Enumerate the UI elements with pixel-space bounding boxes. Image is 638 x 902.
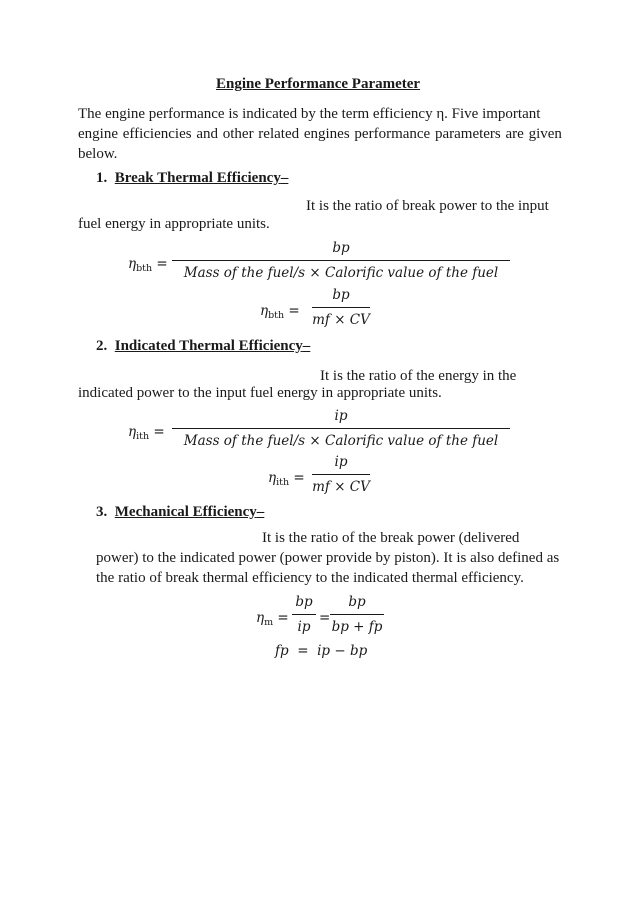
section-3-desc-line-1: It is the ratio of the break power (delivered [262, 530, 520, 546]
eta-symbol: η [268, 470, 277, 486]
section-1-label: Break Thermal Efficiency [114, 170, 281, 186]
section-3-desc-line-2: power) to the indicated power (power provide by piston). It is also defined as [96, 550, 560, 566]
intro-line-2: engine efficiencies and other related engines performance parameters are given [78, 126, 562, 142]
eta-symbol: η [256, 610, 265, 626]
section-2-eq2-fraction [312, 454, 370, 495]
section-2-eq1-lhs [128, 424, 165, 442]
denominator: bp + fp [331, 619, 383, 635]
numerator: bp [332, 240, 350, 256]
intro-line-1: The engine performance is indicated by the term efficiency η. Five important [78, 106, 541, 122]
equals-sign: = [293, 470, 305, 486]
section-3-number: 3. [96, 504, 108, 520]
section-1-eq1-fraction [172, 240, 510, 281]
equals-sign: = [277, 610, 289, 626]
section-1-desc-line-2: fuel energy in appropriate units. [78, 216, 270, 232]
section-3-eq1-lhs [256, 610, 289, 628]
equals-sign: = [156, 256, 168, 272]
section-2-label: Indicated Thermal Efficiency [114, 338, 303, 354]
section-1-eq2-lhs [260, 303, 300, 321]
eta-subscript: bth [268, 310, 285, 321]
denominator: ip [297, 619, 311, 635]
section-2-desc-line-2: indicated power to the input fuel energy in appropriate units. [78, 385, 442, 401]
denominator: mf × CV [312, 312, 370, 328]
denominator: Mass of the fuel/s × Calorific value of the fuel [183, 265, 499, 281]
section-3-heading [96, 504, 264, 521]
fraction-bar [292, 614, 316, 615]
eta-symbol: η [260, 303, 269, 319]
section-3-desc-line-3: the ratio of break thermal efficiency to the indicated thermal efficiency. [96, 570, 524, 586]
equals-sign: = [153, 424, 165, 440]
fraction-bar [312, 474, 370, 475]
section-3-eq1-equals-2: = [319, 610, 331, 626]
numerator: ip [334, 408, 348, 424]
eta-symbol: η [128, 256, 137, 272]
section-3-dash: – [256, 504, 265, 520]
numerator: ip [334, 454, 348, 470]
numerator: bp [348, 594, 366, 610]
section-2-number: 2. [96, 338, 108, 354]
eta-subscript: ith [136, 431, 150, 442]
section-1-heading [96, 170, 288, 187]
section-3-eq1-fraction-2 [330, 594, 384, 635]
section-2-eq1-fraction [172, 408, 510, 449]
section-3-eq2: fp = ip − bp [275, 643, 368, 659]
section-2-desc-line-1: It is the ratio of the energy in the [320, 368, 517, 384]
section-3-label: Mechanical Efficiency [114, 504, 257, 520]
eta-subscript: m [264, 617, 274, 628]
section-1-eq1-lhs [128, 256, 168, 274]
section-1-desc-line-1: It is the ratio of break power to the input [306, 198, 549, 214]
page-title: Engine Performance Parameter [216, 76, 421, 92]
equals-sign: = [288, 303, 300, 319]
eta-symbol: η [128, 424, 137, 440]
section-2-heading [96, 338, 310, 355]
section-1-number: 1. [96, 170, 108, 186]
section-3-eq1-fraction-1 [292, 594, 316, 635]
section-1-eq2-fraction [312, 287, 370, 328]
fraction-bar [172, 428, 510, 429]
eta-subscript: ith [276, 477, 290, 488]
eta-subscript: bth [136, 263, 153, 274]
intro-line-3: below. [78, 146, 118, 162]
denominator: Mass of the fuel/s × Calorific value of the fuel [183, 433, 499, 449]
section-2-dash: – [302, 338, 311, 354]
denominator: mf × CV [312, 479, 370, 495]
fraction-bar [312, 307, 370, 308]
section-1-dash: – [280, 170, 289, 186]
fraction-bar [330, 614, 384, 615]
fraction-bar [172, 260, 510, 261]
section-2-eq2-lhs [268, 470, 305, 488]
numerator: bp [332, 287, 350, 303]
numerator: bp [295, 594, 313, 610]
